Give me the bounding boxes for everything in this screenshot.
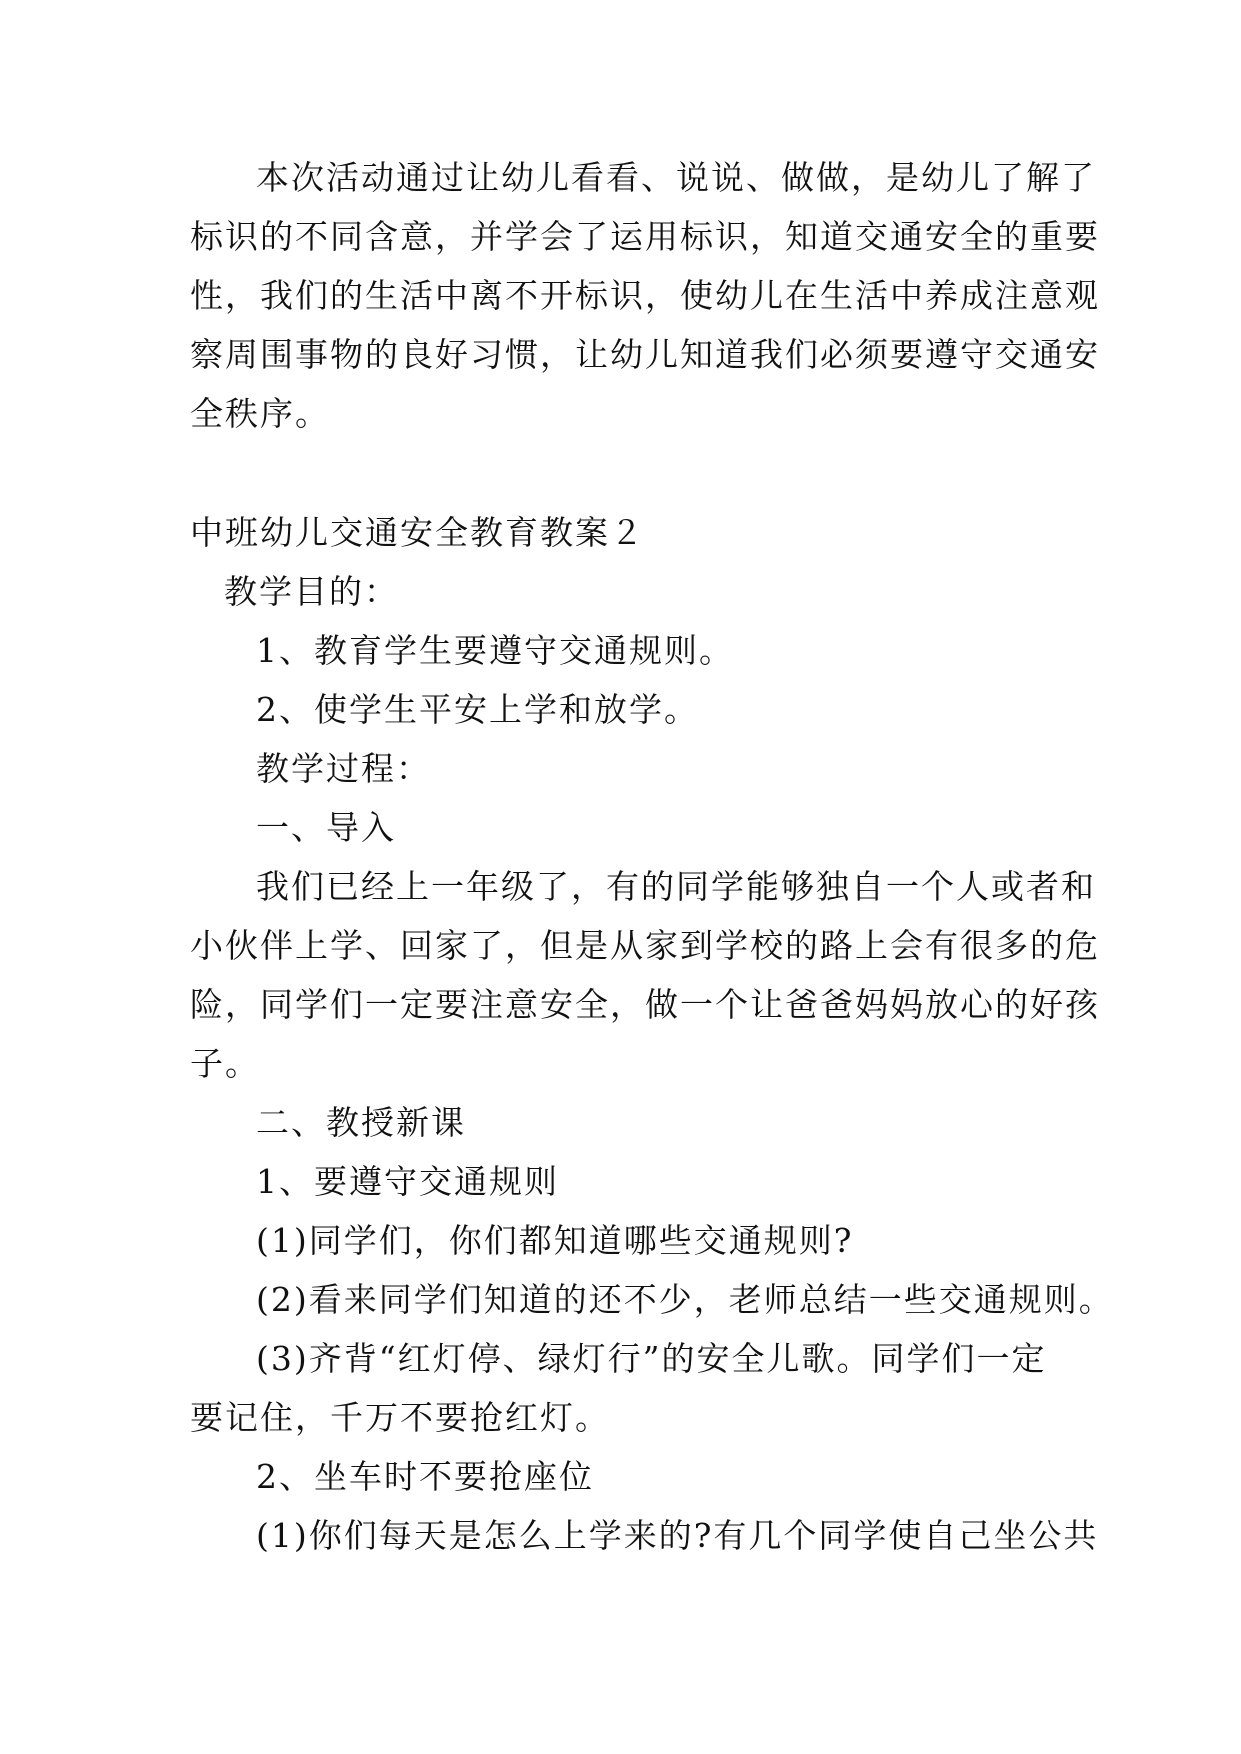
- paragraph-line: 全秩序。: [190, 394, 330, 433]
- section-title: 中班幼儿交通安全教育教案２: [190, 513, 645, 552]
- paragraph-line: 标识的不同含意，并学会了运用标识，知道交通安全的重要: [190, 217, 1100, 256]
- paragraph-line: 本次活动通过让幼儿看看、说说、做做，是幼儿了解了: [256, 158, 1096, 197]
- objectives-block: [190, 562, 1050, 857]
- paragraph-line: 险，同学们一定要注意安全，做一个让爸爸妈妈放心的好孩: [190, 985, 1100, 1024]
- objectives-heading: 教学目的：: [224, 572, 399, 611]
- new-lesson-block: [190, 1093, 1114, 1565]
- intro-heading: 一、导入: [256, 808, 396, 847]
- objective-item: 2、使学生平安上学和放学。: [256, 690, 699, 729]
- rule1-item: (3)齐背“红灯停、绿灯行”的安全儿歌。同学们一定: [256, 1339, 1047, 1378]
- rule2-heading: 2、坐车时不要抢座位: [256, 1457, 594, 1496]
- rule1-item: (1)同学们，你们都知道哪些交通规则?: [256, 1221, 854, 1260]
- section-title-block: [190, 503, 1050, 562]
- paragraph-line: 子。: [190, 1044, 260, 1083]
- paragraph-line: 察周围事物的良好习惯，让幼儿知道我们必须要遵守交通安: [190, 335, 1100, 374]
- paragraph-line: 小伙伴上学、回家了，但是从家到学校的路上会有很多的危: [190, 926, 1100, 965]
- intro-paragraph: [190, 148, 1100, 443]
- paragraph-line: 我们已经上一年级了，有的同学能够独自一个人或者和: [256, 867, 1096, 906]
- objective-item: 1、教育学生要遵守交通规则。: [256, 631, 734, 670]
- rule1-heading: 1、要遵守交通规则: [256, 1162, 559, 1201]
- rule2-item: (1)你们每天是怎么上学来的?有几个同学使自己坐公共: [256, 1516, 1099, 1555]
- rule1-item: (2)看来同学们知道的还不少，老师总结一些交通规则。: [256, 1280, 1114, 1319]
- intro-lesson-paragraph: [190, 857, 1100, 1093]
- process-heading: 教学过程：: [256, 749, 431, 788]
- paragraph-line: 性，我们的生活中离不开标识，使幼儿在生活中养成注意观: [190, 276, 1100, 315]
- rule1-item-continuation: 要记住，千万不要抢红灯。: [190, 1398, 610, 1437]
- new-lesson-heading: 二、教授新课: [256, 1103, 466, 1142]
